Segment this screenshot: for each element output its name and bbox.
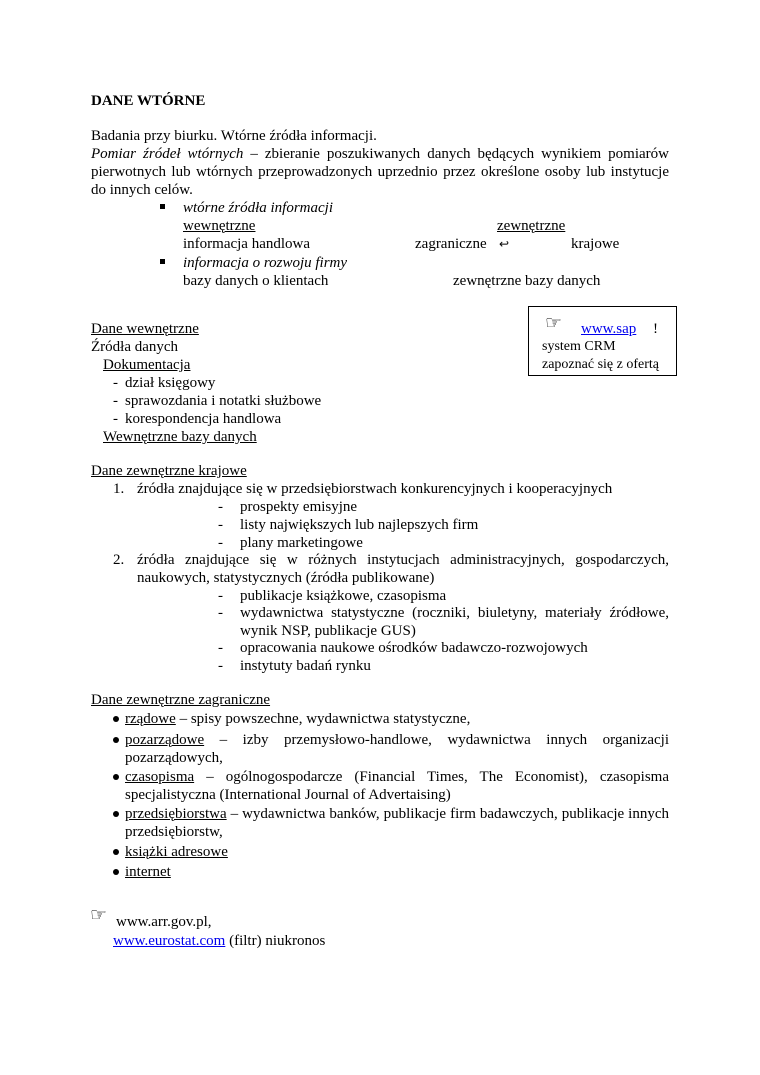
eurostat-line xyxy=(113,932,325,950)
sub-dash: - xyxy=(218,658,223,674)
sub-dash: - xyxy=(218,640,223,656)
crm-line: system CRM xyxy=(542,339,616,354)
sub-item: prospekty emisyjne xyxy=(240,499,358,515)
foreign-item xyxy=(125,805,669,841)
sap-note-box xyxy=(528,306,677,376)
square-bullet-icon xyxy=(160,259,165,264)
doc-item: korespondencja handlowa xyxy=(125,411,282,427)
foreign-item xyxy=(125,731,669,767)
sub-dash: - xyxy=(218,535,223,551)
sub-item: wydawnictwa statystyczne (roczniki, biuletyny, materiały źródłowe, wynik NSP, publikacje GUS) xyxy=(240,605,669,639)
list-number: 1. xyxy=(113,481,125,497)
sub-dash: - xyxy=(218,588,223,604)
exclamation: ! xyxy=(653,321,658,337)
foreign-term: przedsiębiorstwa xyxy=(125,806,227,822)
definition-text: – zbieranie poszukiwanych danych będących wynikiem pomiarów pierwotnych lub wtórnych przeprowadzonych uprzednio przez określone osoby lub instytucje do innych celów. xyxy=(91,146,669,198)
list-number: 2. xyxy=(113,552,125,568)
sub-dash: - xyxy=(218,499,223,515)
domestic-item-1: źródła znajdujące się w przedsiębiorstwach konkurencyjnych i kooperacyjnych xyxy=(137,481,613,497)
foreign-label: zagraniczne xyxy=(415,236,487,252)
domestic-data-heading: Dane zewnętrzne krajowe xyxy=(91,463,247,479)
pointing-hand-icon: ☞ xyxy=(545,312,563,334)
domestic-item-2: źródła znajdujące się w różnych instytucjach administracyjnych, gospodarczych, naukowych, statystycznych (źródła publikowane) xyxy=(137,552,669,586)
sub-item: listy największych lub najlepszych firm xyxy=(240,517,479,533)
sub-item: opracowania naukowe ośrodków badawczo-rozwojowych xyxy=(240,640,588,656)
foreign-item xyxy=(125,710,470,728)
sub-dash: - xyxy=(218,517,223,533)
secondary-sources-label: wtórne źródła informacji xyxy=(183,200,334,216)
data-sources: Źródła danych xyxy=(91,339,179,355)
internal-heading: wewnętrzne xyxy=(183,218,256,234)
foreign-term: rządowe xyxy=(125,711,176,727)
doc-dash: - xyxy=(113,375,118,391)
sub-dash: - xyxy=(218,605,223,621)
domestic-label: krajowe xyxy=(571,236,620,252)
sub-item: instytuty badań rynku xyxy=(240,658,371,674)
eurostat-link[interactable]: www.eurostat.com xyxy=(113,933,226,949)
definition-term: Pomiar źródeł wtórnych xyxy=(91,146,244,162)
foreign-term: internet xyxy=(125,864,171,880)
company-development-label: informacja o rozwoju firmy xyxy=(183,255,348,271)
eurostat-rest: (filtr) niukronos xyxy=(225,933,326,949)
bullet-dot-icon xyxy=(113,849,119,855)
arr-link-text: www.arr.gov.pl, xyxy=(116,914,212,930)
foreign-item xyxy=(125,768,669,804)
doc-dash: - xyxy=(113,393,118,409)
sap-link[interactable]: www.sap xyxy=(581,321,637,337)
doc-dash: - xyxy=(113,411,118,427)
sub-item: publikacje książkowe, czasopisma xyxy=(240,588,447,604)
offer-line: zapoznać się z ofertą xyxy=(542,357,659,372)
intro-line: Badania przy biurku. Wtórne źródła informacji. xyxy=(91,128,377,144)
doc-item: dział księgowy xyxy=(125,375,216,391)
bullet-dot-icon xyxy=(113,811,119,817)
foreign-term: pozarządowe xyxy=(125,732,205,748)
foreign-desc: – wydawnictwa banków, publikacje firm badawczych, publikacje innych przedsiębiorstw, xyxy=(125,806,669,840)
bullet-dot-icon xyxy=(113,774,119,780)
pointing-hand-icon: ☞ xyxy=(90,904,108,926)
external-db: zewnętrzne bazy danych xyxy=(453,273,601,289)
sub-item: plany marketingowe xyxy=(240,535,363,551)
arrow-left-icon: ↩ xyxy=(499,237,510,251)
bullet-dot-icon xyxy=(113,716,119,722)
foreign-item xyxy=(125,863,171,881)
internal-data-heading: Dane wewnętrzne xyxy=(91,321,199,337)
square-bullet-icon xyxy=(160,204,165,209)
foreign-item xyxy=(125,843,228,861)
foreign-term: czasopisma xyxy=(125,769,195,785)
trade-info: informacja handlowa xyxy=(183,236,311,252)
page-title: DANE WTÓRNE xyxy=(91,93,206,109)
foreign-data-heading: Dane zewnętrzne zagraniczne xyxy=(91,692,271,708)
foreign-desc: – ogólnogospodarcze (Financial Times, The Economist), czasopisma specjalistyczna (International Journal of Advertaising) xyxy=(125,769,669,803)
documentation-heading: Dokumentacja xyxy=(103,357,191,373)
internal-db-heading: Wewnętrzne bazy danych xyxy=(103,429,257,445)
intro-definition xyxy=(91,145,669,199)
doc-item: sprawozdania i notatki służbowe xyxy=(125,393,322,409)
foreign-desc: – spisy powszechne, wydawnictwa statystyczne, xyxy=(175,711,471,727)
foreign-desc: – izby przemysłowo-handlowe, wydawnictwa innych organizacji pozarządowych, xyxy=(125,732,669,766)
clients-db: bazy danych o klientach xyxy=(183,273,329,289)
foreign-term: książki adresowe xyxy=(125,844,228,860)
bullet-dot-icon xyxy=(113,737,119,743)
bullet-dot-icon xyxy=(113,869,119,875)
external-heading: zewnętrzne xyxy=(497,218,566,234)
